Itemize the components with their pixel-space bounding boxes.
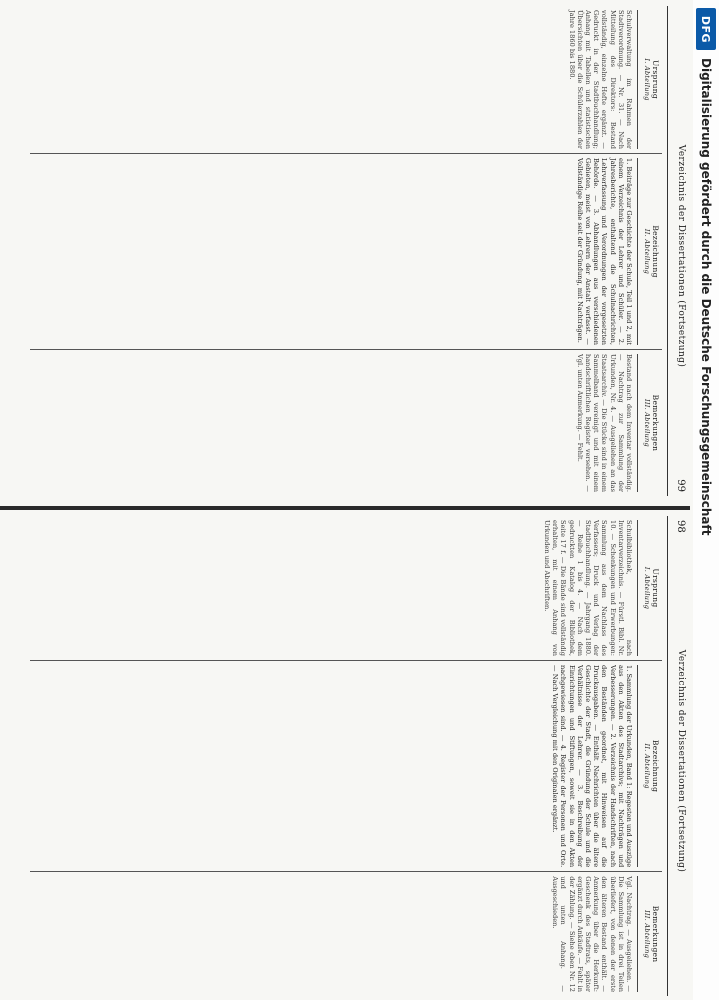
column-title: Bemerkungen	[651, 394, 660, 452]
column-title: Bezeichnung	[651, 739, 660, 793]
page-number: 98	[675, 520, 686, 533]
column-title: Bezeichnung	[651, 225, 660, 278]
running-head: Verzeichnis der Dissertationen (Fortsetzung)	[676, 649, 686, 873]
left-page	[30, 516, 690, 996]
page-gutter	[0, 506, 690, 510]
column-heading	[637, 158, 662, 345]
column-body: Vgl. Nachtrag. — Ausgeliehen. — Die Sammlung ist in drei Teilen überliefert, von denen der erste den älteren Bestand enthält. — Anmerkung über die Herkunft: Geschenk des Stadtrats, später ergänzt durch Ankäufe. — Fehlt in der Zählung. — Siehe oben Nr. 12 und unten Anhang. — Ausgeschieden.	[551, 876, 633, 992]
column-designation	[30, 660, 662, 871]
columns	[30, 516, 662, 996]
page-number: 99	[675, 479, 686, 492]
dfg-logo-text: DFG	[699, 15, 713, 43]
column-origin	[30, 516, 662, 660]
column-subtitle: II. Abteilung	[643, 228, 651, 275]
running-head: Verzeichnis der Dissertationen (Fortsetzung)	[676, 144, 686, 368]
dfg-logo	[696, 8, 716, 50]
divider	[667, 6, 668, 496]
column-heading	[637, 10, 662, 149]
column-subtitle: III. Abteilung	[643, 910, 651, 959]
right-page	[30, 6, 690, 496]
column-designation	[30, 153, 662, 349]
column-title: Ursprung	[651, 568, 660, 608]
column-body: Schulbibliothek, nach Inventarverzeichnis. — Fürstl. Bibl. Nr. 10. — Schenkungen und Erwerbungen: Sammlung aus dem Nachlass des Verfassers; Druck und Verlag der Stadtbuchhandlung. — Jahrgang 1880. — Reihe 1 bis 4. — Nach dem gedruckten Katalog der Bibliothek, Seite 17 f. — Die Bände sind vollständig erhalten, mit einem Anhang von Urkunden und Abschriften.	[542, 520, 633, 656]
column-remarks	[30, 871, 662, 996]
dfg-credit	[699, 58, 713, 758]
column-body: 1. Beiträge zur Geschichte der Schule, Teil 1 und 2, mit einem Verzeichnis der Lehrer und Schüler. — 2. Jahresberichte, enthaltend die Schulnachrichten, Lehrverfassung und Verordnungen der vorgesetzten Behörde. — 3. Abhandlungen aus verschiedenen Gebieten, meist von Lehrern der Anstalt verfasst. — Vollständige Reihe seit der Gründung, mit Nachträgen.	[575, 158, 633, 345]
column-heading	[637, 876, 662, 992]
column-heading	[637, 665, 662, 867]
column-subtitle: I. Abteilung	[643, 566, 651, 610]
divider	[667, 516, 668, 996]
column-body: Schulverwaltung im Rahmen der Stadtverordnung. — Nr. 31. — Nach Mitteilung des Direktors: Bestand vollständig, einzelne Hefte ergänzt. — Gedruckt in der Stadtbuchhandlung; Anhang mit Tabellen und statistischen Übersichten über die Schülerzahlen der Jahre 1860 bis 1880.	[567, 10, 633, 149]
column-heading	[637, 520, 662, 656]
column-subtitle: I. Abteilung	[643, 58, 651, 101]
dfg-credit-text: Digitalisierung gefördert durch die Deutsche Forschungsgemeinschaft	[699, 58, 713, 536]
column-origin	[30, 6, 662, 153]
column-body: 1. Sammlung der Urkunden, Band 1: Regesten und Auszüge aus den Akten des Stadtarchivs; mit Nachträgen und Verbesserungen. — 2. Verzeichnis der Handschriften, nach den Beständen geordnet, mit Hinweisen auf die Druckausgaben. — Enthält Nachrichten über die ältere Geschichte der Stadt, die Gründung der Schule und die Verhältnisse der Lehrer. — 3. Beschreibung der Einrichtungen und Stiftungen, soweit sie in den Akten nachgewiesen sind. — 4. Register der Personen und Orte. — Nach Vergleichung mit den Originalen ergänzt.	[551, 665, 633, 868]
dfg-banner	[693, 0, 719, 1000]
column-title: Ursprung	[651, 59, 660, 99]
column-subtitle: II. Abteilung	[643, 743, 651, 789]
column-heading	[637, 354, 662, 492]
column-remarks	[30, 349, 662, 496]
column-title: Bemerkungen	[651, 905, 660, 963]
column-subtitle: III. Abteilung	[643, 398, 651, 448]
columns	[30, 6, 662, 496]
column-body: Bestand nach dem Inventar vollständig. — Nachtrag zur Sammlung der Urkunden, Nr. 4. — Ausgeliehen an das Staatsarchiv. — Die Stücke sind in einem Sammelband vereinigt und mit einem handschriftlichen Register versehen. — Vgl. unten Anmerkung. — Fehlt.	[575, 354, 633, 492]
